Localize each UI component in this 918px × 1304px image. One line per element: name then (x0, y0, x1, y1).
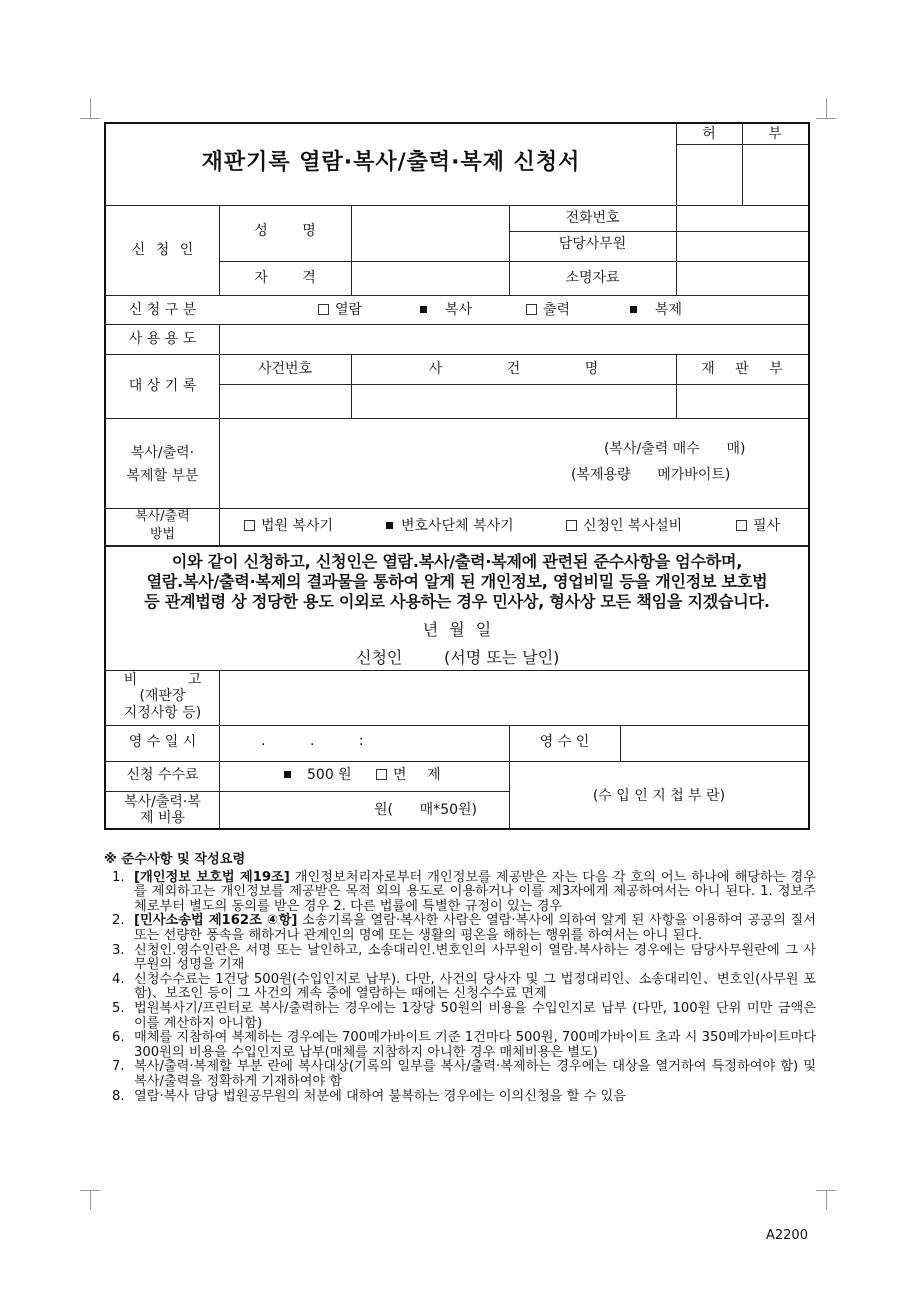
fee-exempt-option[interactable]: 면 제 (376, 768, 441, 782)
receiver-field[interactable] (621, 726, 808, 761)
case-number-field[interactable] (220, 385, 351, 418)
pledge-line3: 등 관계법령 상 정당한 용도 이외로 사용하는 경우 민사상, 형사상 모든 책임을 지겠습니다. (144, 592, 770, 611)
option-print[interactable]: 출력 (526, 303, 570, 317)
checkbox-unchecked-icon (526, 304, 537, 315)
checkbox-checked-icon (386, 522, 393, 529)
crop-mark (816, 118, 836, 119)
clerk-label: 담당사무원 (558, 236, 627, 252)
copy-count: (복사/출력 매수 매) (604, 441, 746, 457)
proof-field[interactable] (677, 262, 808, 295)
checkbox-unchecked-icon (244, 520, 255, 531)
method-own-device[interactable]: 신청인 복사설비 (566, 519, 682, 533)
approval-deny-label: 부 (768, 126, 782, 142)
cost-label-line1: 복사/출력·복 (124, 794, 201, 810)
receiver-label: 영 수 인 (539, 734, 590, 750)
portion-label-line1: 복사/출력· (130, 445, 195, 461)
crop-mark (826, 1190, 827, 1210)
crop-mark (80, 118, 100, 119)
case-name-header: 사 건 명 (428, 361, 599, 377)
form-code: A2200 (766, 1228, 808, 1243)
checkbox-checked-icon (630, 306, 637, 313)
instruction-item: 2. [민사소송법 제162조 ④항] 소송기록을 열람·복사한 사람은 열람·복사에 의하여 알게 된 사항을 이용하여 공공의 질서 또는 선량한 풍속을 해하거나 관계인의 명예 또는 생활의 평온을 해하는 행위를 하여서는 아니 된다. (112, 913, 816, 943)
crop-mark (816, 1190, 836, 1191)
court-header: 재 판 부 (701, 361, 783, 377)
approval-deny-box[interactable] (743, 145, 808, 205)
form-title: 재판기록 열람·복사/출력·복제 신청서 (201, 150, 581, 175)
case-name-field[interactable] (352, 385, 676, 418)
approval-approve-box[interactable] (677, 145, 742, 205)
checkbox-unchecked-icon (566, 520, 577, 531)
crop-mark (80, 1190, 100, 1191)
usage-field[interactable] (220, 325, 808, 354)
cost-label-line2: 제 비용 (139, 810, 186, 826)
portion-field[interactable] (220, 419, 808, 508)
pledge-date: 년 월 일 (422, 620, 492, 639)
sign-note: (서명 또는 날인) (444, 648, 560, 667)
target-label: 대 상 기 록 (128, 378, 197, 394)
option-duplicate[interactable]: 복제 (630, 303, 682, 317)
application-form (104, 122, 810, 830)
instructions (104, 853, 816, 1104)
stamp-area: (수 입 인 지 첩 부 란) (592, 788, 726, 804)
qualification-field[interactable] (352, 262, 509, 295)
option-view[interactable]: 열람 (318, 303, 362, 317)
approval-approve-label: 허 (702, 126, 716, 142)
clerk-field[interactable] (677, 232, 808, 261)
option-copy[interactable]: 복사 (420, 303, 472, 317)
instructions-heading: ※ 준수사항 및 작성요령 (104, 852, 246, 867)
usage-label: 사 용 용 도 (128, 331, 197, 347)
method-court-copier[interactable]: 법원 복사기 (244, 519, 333, 533)
instruction-item: 3. 신청인.영수인란은 서명 또는 날인하고, 소송대리인.변호인의 사무원이 열람.복사하는 경우에는 담당사무원란에 그 사무원의 성명을 기재 (112, 942, 816, 973)
court-field[interactable] (677, 385, 808, 418)
instruction-item: 1. [개인정보 보호법 제19조] 개인정보처리자로부터 개인정보를 제공받은 자는 다음 각 호의 어느 하나에 해당하는 경우를 제외하고는 개인정보를 제공받은 목적 외의 용도로 이용하거나 이를 제3자에게 제공하여서는 아니 된다. 1. 정보주체로부터 별도의 동의를 받은 경우 2. 다른 법률에 특별한 규정이 있는 경우 (112, 869, 816, 914)
checkbox-unchecked-icon (376, 769, 387, 780)
portion-label-line2: 복제할 부분 (126, 468, 199, 484)
signer-label: 신청인 (356, 648, 403, 667)
request-type-label: 신 청 구 분 (128, 302, 197, 318)
instruction-item: 6. 매체를 지참하여 복제하는 경우에는 700메가바이트 기준 1건마다 500원, 700메가바이트 초과 시 350메가바이트마다 300원의 비용을 수입인지로 납부(매체를 지참하지 아니한 경우 매체비용은 별도) (112, 1030, 816, 1060)
remarks-field[interactable] (220, 671, 808, 725)
fee-amount-option[interactable]: 500 원 (284, 768, 352, 782)
qualification-label: 자 격 (254, 270, 316, 286)
phone-label: 전화번호 (565, 210, 620, 226)
proof-label: 소명자료 (565, 270, 620, 286)
pledge-line1: 이와 같이 신청하고, 신청인은 열람.복사/출력·복제에 관련된 준수사항을 엄수하며, (171, 552, 743, 571)
method-bar-copier[interactable]: 변호사단체 복사기 (386, 519, 514, 533)
crop-mark (826, 98, 827, 118)
fee-label: 신청 수수료 (126, 767, 199, 783)
checkbox-checked-icon (420, 306, 427, 313)
receipt-date-label: 영 수 일 시 (128, 734, 197, 750)
applicant-label: 신 청 인 (131, 242, 194, 258)
remarks-label-line1: 비 고 (123, 672, 202, 688)
method-handwrite[interactable]: 필사 (736, 519, 780, 533)
name-label: 성 명 (254, 223, 316, 239)
crop-mark (90, 98, 91, 118)
instruction-item: 4. 신청수수료는 1건당 500원(수입인지로 납부). 다만, 사건의 당사자 및 그 법정대리인、소송대리인、변호인(사무원 포함)、보조인 등이 그 사건의 계속 중에 열람하는 때에는 신청수수료 면제 (112, 971, 816, 1002)
checkbox-checked-icon (284, 771, 291, 778)
cost-field[interactable]: 원( 매*50원) (374, 802, 478, 818)
receipt-date-field[interactable]: . . : (261, 733, 364, 749)
instruction-item: 7. 복사/출력·복제할 부분 란에 복사대상(기록의 일부를 복사/출력·복제하는 경우에는 대상을 열거하여 특정하여야 함) 및 복사/출력을 정확하게 기재하여야 함 (112, 1059, 816, 1089)
pledge-line2: 열람.복사/출력·복제의 결과물을 통하여 알게 된 개인정보, 영업비밀 등을 개인정보 보호법 (146, 572, 768, 591)
crop-mark (90, 1190, 91, 1210)
method-label-line1: 복사/출력 (135, 509, 190, 524)
method-label-line2: 방법 (149, 527, 176, 542)
checkbox-unchecked-icon (736, 520, 747, 531)
instruction-item: 5. 법원복사기/프린터로 복사/출력하는 경우에는 1장당 50원의 비용을 수입인지로 납부 (다만, 100원 단위 미만 금액은 이를 계산하지 아니함) (112, 1000, 816, 1031)
checkbox-unchecked-icon (318, 304, 329, 315)
remarks-label-line2: (재판장 (139, 688, 186, 704)
instruction-item: 8. 열람·복사 담당 법원공무원의 처분에 대하여 불복하는 경우에는 이의신청을 할 수 있음 (112, 1088, 626, 1104)
copy-capacity: (복제용량 메가바이트) (571, 467, 731, 483)
name-field[interactable] (352, 206, 509, 261)
case-number-header: 사건번호 (257, 361, 313, 377)
remarks-label-line3: 지정사항 등) (123, 705, 202, 721)
phone-field[interactable] (677, 206, 808, 231)
